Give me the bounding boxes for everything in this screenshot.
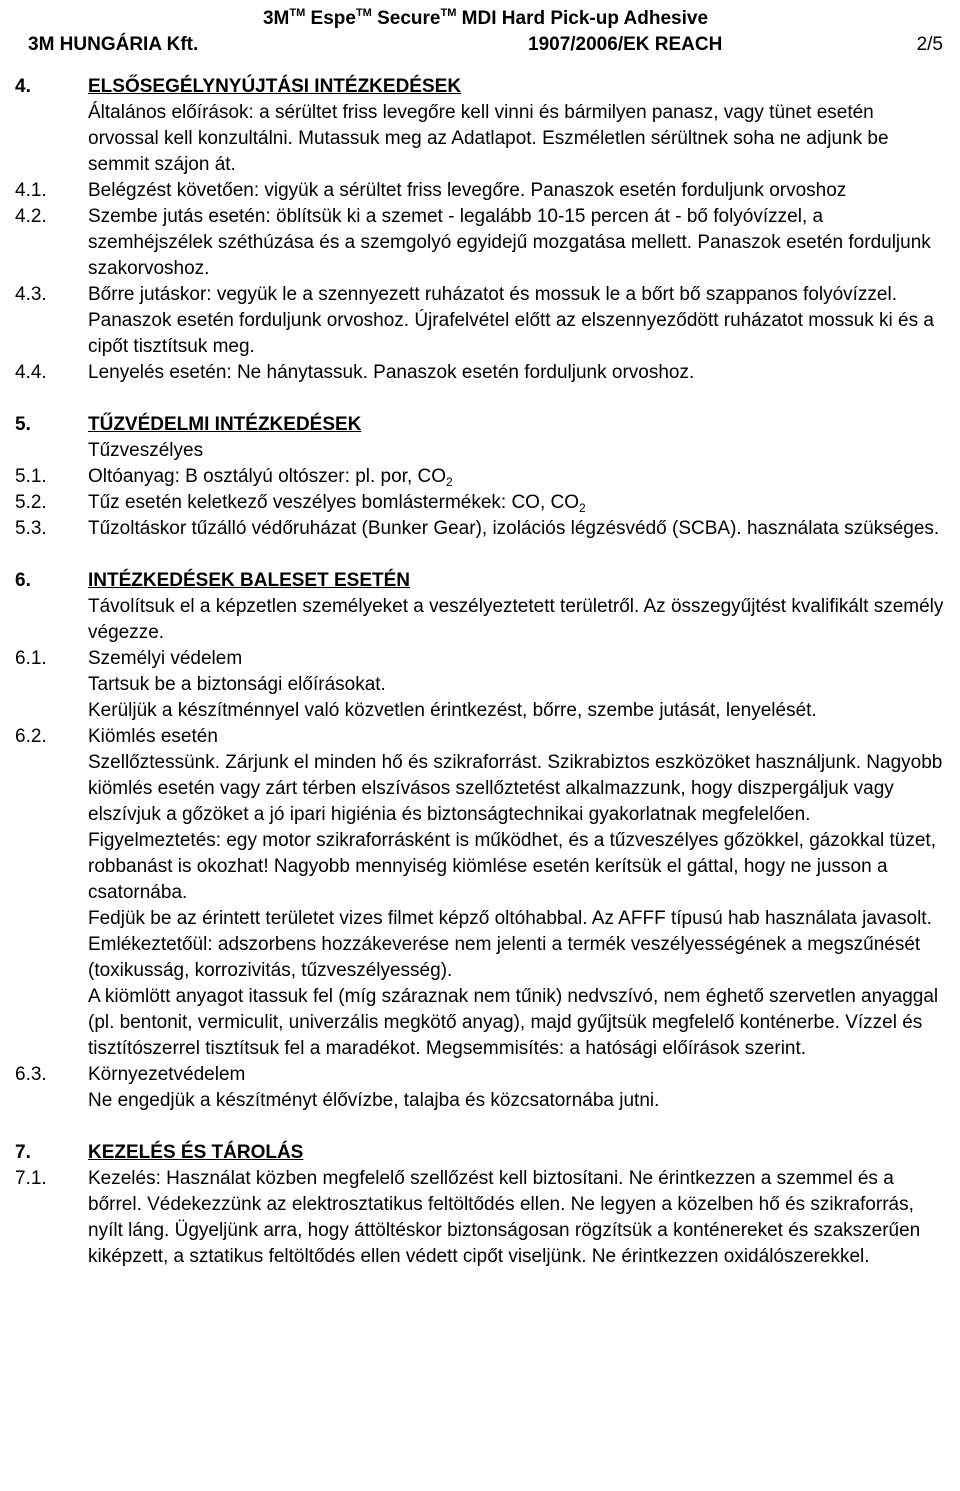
item-4-3 — [15, 282, 945, 360]
section-title: KEZELÉS ÉS TÁROLÁS — [88, 1142, 304, 1163]
item-number: 6.3. — [15, 1064, 47, 1085]
item-number: 6.1. — [15, 648, 47, 669]
item-7-1 — [15, 1166, 945, 1270]
item-6-2-p1 — [15, 750, 945, 906]
item-number: 4.2. — [15, 206, 47, 227]
paragraph: Emlékeztetőül: adszorbens hozzákeverése nem jelenti a termék veszélyességének a megszűnését (toxikusság, korrozivitás, tűzveszélyesség). — [88, 934, 921, 981]
paragraph: Fedjük be az érintett területet vizes filmet képző oltóhabbal. Az AFFF típusú hab használata javasolt. — [88, 908, 932, 929]
item-6-1-p1 — [15, 672, 945, 698]
item-6-2-p3 — [15, 932, 945, 984]
item-4-2 — [15, 204, 945, 282]
item-6-1 — [15, 646, 945, 672]
item-4-1 — [15, 178, 945, 204]
trademark-mark: TM — [355, 7, 372, 19]
item-title: Kiömlés esetén — [88, 726, 218, 747]
item-number: 5.2. — [15, 492, 47, 513]
document-body — [15, 74, 945, 1270]
item-text: Lenyelés esetén: Ne hánytassuk. Panaszok esetén forduljunk orvoshoz. — [88, 362, 695, 383]
paragraph: Távolítsuk el a képzetlen személyeket a veszélyeztetett területről. Az összegyűjtést kvalifikált személy végezze. — [88, 596, 944, 643]
regulation: 1907/2006/EK REACH — [528, 34, 723, 55]
page-number: 2/5 — [916, 34, 943, 55]
product-line: Espe — [310, 8, 356, 29]
trademark-mark: TM — [289, 7, 306, 19]
section-number: 6. — [15, 570, 31, 591]
item-4-4 — [15, 360, 945, 386]
section-6-intro — [15, 594, 945, 646]
item-text: Belégzést követően: vigyük a sérültet friss levegőre. Panaszok esetén forduljunk orvoshoz — [88, 180, 847, 201]
item-text: Tűzoltáskor tűzálló védőruházat (Bunker Gear), izolációs légzésvédő (SCBA). használata szükséges. — [88, 518, 940, 539]
item-number: 5.3. — [15, 518, 47, 539]
item-6-3 — [15, 1062, 945, 1088]
section-6-heading — [15, 568, 945, 594]
section-4-heading — [15, 74, 945, 100]
item-6-2-p4 — [15, 984, 945, 1062]
item-title: Személyi védelem — [88, 648, 243, 669]
subscript: 2 — [579, 501, 586, 515]
paragraph: Általános előírások: a sérültet friss levegőre kell vinni és bármilyen panasz, vagy tünet esetén orvossal kell konzultálni. Mutassuk meg az Adatlapot. Eszméletlen sérültnek soha ne adjunk be semmit szájon át. — [88, 102, 889, 175]
product-title — [28, 6, 943, 32]
item-5-2 — [15, 490, 945, 516]
section-title: ELSŐSEGÉLYNYÚJTÁSI INTÉZKEDÉSEK — [88, 76, 462, 97]
item-title: Környezetvédelem — [88, 1064, 246, 1085]
paragraph: Kerüljük a készítménnyel való közvetlen érintkezést, bőrre, szembe jutását, lenyelését. — [88, 700, 817, 721]
item-number: 4.4. — [15, 362, 47, 383]
section-number: 4. — [15, 76, 31, 97]
paragraph: Szellőztessünk. Zárjunk el minden hő és szikraforrást. Szikrabiztos eszközöket használjunk. Nagyobb kiömlés esetén vagy zárt térben elszívásos szellőztetést alkalmazzunk, hogy diszpergáljuk vagy elszívjuk a gőzöket a jó ipari higiénia és biztonságtechnikai gyakorlatnak megfelelően. Figyelmeztetés: egy motor szikraforrásként is működhet, és a tűzveszélyes gőzökkel, gázokkal tüzet, robbanást is okozhat! Nagyobb mennyiség kiömlése esetén kerítsük el gáttal, hogy ne jusson a csatornába. — [88, 752, 943, 903]
section-5-intro — [15, 438, 945, 464]
item-6-3-p1 — [15, 1088, 945, 1114]
section-title: INTÉZKEDÉSEK BALESET ESETÉN — [88, 570, 410, 591]
section-5-heading — [15, 412, 945, 438]
item-6-2 — [15, 724, 945, 750]
item-text: Oltóanyag: B osztályú oltószer: pl. por, CO — [88, 466, 447, 487]
item-6-2-p2 — [15, 906, 945, 932]
section-7-heading — [15, 1140, 945, 1166]
subscript: 2 — [446, 475, 453, 489]
item-number: 7.1. — [15, 1168, 47, 1189]
paragraph: A kiömlött anyagot itassuk fel (míg száraznak nem tűnik) nedvszívó, nem éghető szervetlen anyaggal (pl. bentonit, vermiculit, univerzális megkötő anyag), majd gyűjtsük megfelelő konténerbe. Vízzel és tisztítószerrel tisztítsuk fel a maradékot. Megsemmisítés: a hatósági előírások szerint. — [88, 986, 939, 1059]
item-5-1 — [15, 464, 945, 490]
item-number: 4.3. — [15, 284, 47, 305]
item-text: Szembe jutás esetén: öblítsük ki a szemet - legalább 10-15 percen át - bő folyóvízzel, a szemhéjszélek széthúzása és a szemgolyó egyidejű mozgatása mellett. Panaszok esetén forduljunk szakorvoshoz. — [88, 206, 931, 279]
item-text: Tűz esetén keletkező veszélyes bomlástermékek: CO, CO — [88, 492, 580, 513]
page-header — [28, 6, 943, 58]
paragraph: Tűzveszélyes — [88, 440, 204, 461]
trademark-mark: TM — [440, 7, 457, 19]
section-title: TŰZVÉDELMI INTÉZKEDÉSEK — [88, 414, 362, 435]
product-name: Secure — [377, 8, 441, 29]
section-number: 5. — [15, 414, 31, 435]
item-text: Bőrre jutáskor: vegyük le a szennyezett ruházatot és mossuk le a bőrt bő szappanos folyóvízzel. Panaszok esetén forduljunk orvoshoz. Újrafelvétel előtt az elszennyeződött ruházatot mossuk ki és a cipőt tisztítsuk meg. — [88, 284, 934, 357]
section-4-intro — [15, 100, 945, 178]
product-desc: MDI Hard Pick-up Adhesive — [461, 8, 709, 29]
item-text: Kezelés: Használat közben megfelelő szellőzést kell biztosítani. Ne érintkezzen a szemmel és a bőrrel. Védekezzünk az elektrosztatikus feltöltődés ellen. Ne legyen a közelben hő és szikraforrás, nyílt láng. Ügyeljünk arra, hogy áttöltéskor biztonságosan rögzítsük a konténereket és szakszerűen kiképzett, a sztatikus feltöltődés ellen védett cipőt viseljünk. Ne érintkezzen oxidálószerekkel. — [88, 1168, 921, 1267]
header-meta — [28, 32, 943, 58]
item-number: 6.2. — [15, 726, 47, 747]
section-number: 7. — [15, 1142, 31, 1163]
paragraph: Tartsuk be a biztonsági előírásokat. — [88, 674, 386, 695]
brand: 3M — [262, 8, 290, 29]
item-number: 4.1. — [15, 180, 47, 201]
paragraph: Ne engedjük a készítményt élővízbe, talajba és közcsatornába jutni. — [88, 1090, 660, 1111]
company-name: 3M HUNGÁRIA Kft. — [28, 34, 199, 55]
item-number: 5.1. — [15, 466, 47, 487]
item-6-1-p2 — [15, 698, 945, 724]
item-5-3 — [15, 516, 945, 542]
